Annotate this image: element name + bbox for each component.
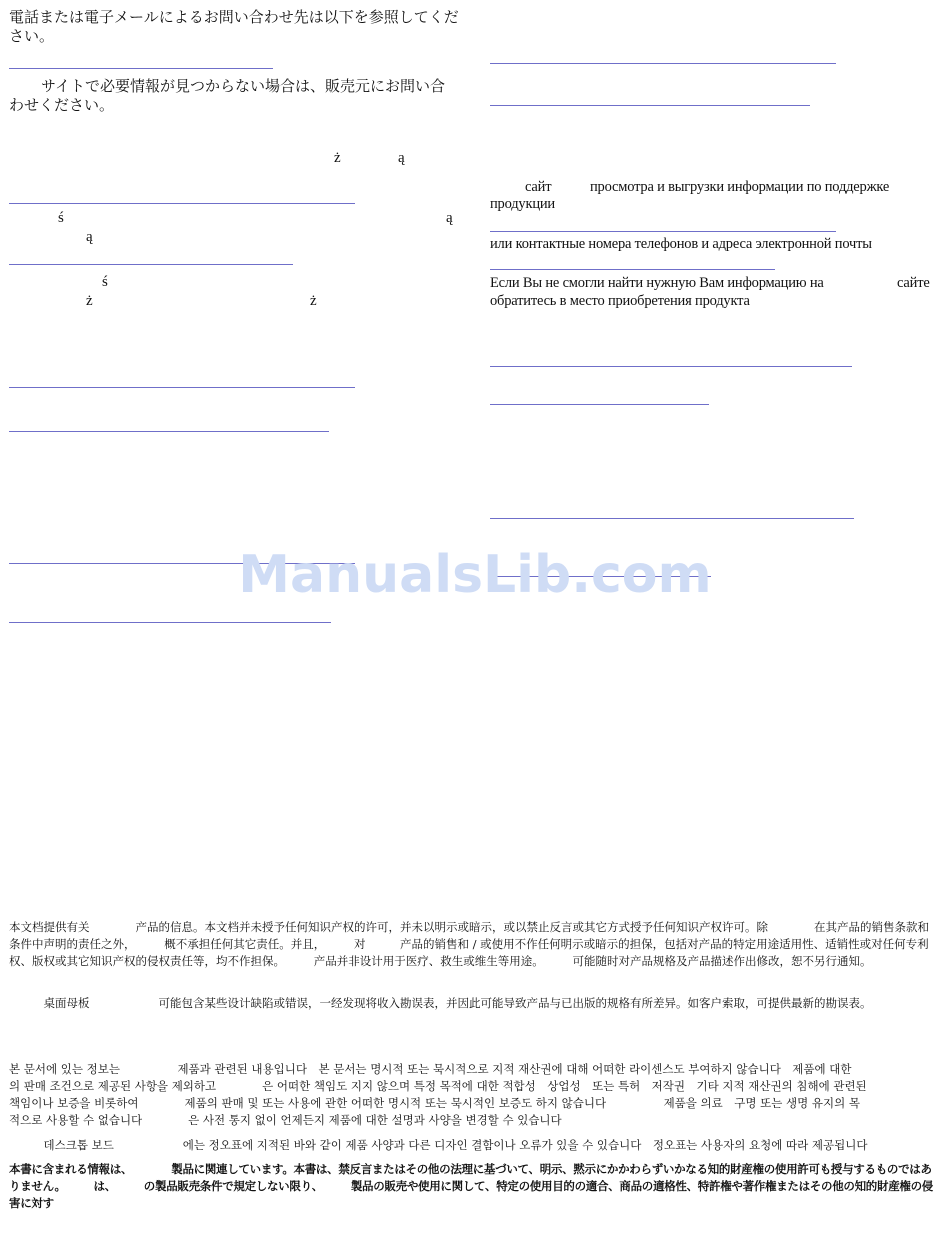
link-underline[interactable] [490, 366, 852, 367]
link-underline[interactable] [490, 105, 810, 106]
ru-site-word: сайт [525, 179, 552, 195]
ko-disclaimer-2: 데스크톱 보드 에는 정오표에 지적된 바와 같이 제품 사양과 다른 디자인 결함이나 오류가 있을 수 있습니다 정오표는 사용자의 요청에 따라 제공됩니다 [9, 1138, 868, 1152]
link-underline[interactable] [9, 431, 329, 432]
pl-glyph: ą [398, 150, 405, 166]
link-underline[interactable] [490, 63, 836, 64]
jp-disclaimer: 本書に含まれる情報は、 製品に関連しています。本書は、禁反言またはその他の法理に基づいて、明示、黙示にかかわらずいかなる知的財産権の使用許可も授与するものではありません。 は、 の製品販売条件で規定しない限り、 製品の販売や使用に関して、特定の使用目的の適合、商品の適格性、特許権や著作権またはその他の知的財産権の侵害に対す [9, 1162, 934, 1210]
pl-glyph: ą [86, 229, 93, 245]
pl-glyph: ś [58, 210, 64, 226]
link-underline[interactable] [9, 68, 273, 69]
ru-site-description: просмотра и выгрузки информации по поддержке продукции [490, 179, 890, 212]
ru-contact-vendor-text: обратитесь в место приобретения продукта [490, 293, 750, 309]
pl-glyph: ż [334, 150, 341, 166]
link-underline[interactable] [490, 404, 709, 405]
jp-contact-text: 電話または電子メールによるお問い合わせ先は以下を参照してください。 [9, 10, 459, 45]
link-underline[interactable] [490, 576, 711, 577]
link-underline[interactable] [9, 622, 331, 623]
zh-disclaimer-2: 桌面母板 可能包含某些设计缺陷或错误，一经发现将收入勘误表，并因此可能导致产品与已出版的规格有所差异。如客户索取，可提供最新的勘误表。 [9, 996, 872, 1010]
pl-glyph: ś [102, 274, 108, 290]
link-underline[interactable] [9, 563, 355, 564]
pl-glyph: ą [446, 210, 453, 226]
link-underline[interactable] [490, 231, 836, 232]
manualslib-watermark: ManualsLib.com [238, 545, 712, 605]
link-underline[interactable] [9, 264, 293, 265]
link-underline[interactable] [490, 518, 854, 519]
ru-contacts-text: или контактные номера телефонов и адреса электронной почты [490, 236, 872, 252]
jp-not-found-text: サイトで必要情報が見つからない場合は、販売元にお問い合わせください。 [9, 79, 445, 114]
ru-site-word: сайте [897, 275, 930, 291]
pl-glyph: ż [86, 293, 93, 309]
link-underline[interactable] [490, 269, 775, 270]
ru-not-found-text: Если Вы не смогли найти нужную Вам информацию на [490, 275, 824, 291]
ko-disclaimer-1: 본 문서에 있는 정보는 제품과 관련된 내용입니다 본 문서는 명시적 또는 묵시적으로 지적 재산권에 대해 어떠한 라이센스도 부여하지 않습니다 제품에 대한 의 판매 조건으로 제공된 사항을 제외하고 은 어떠한 책임도 지지 않으며 특정 목적에 대한 적합성 상업성 또는 특허 저작권 기타 지적 재산권의 침해에 관련된 책임이나 보증을 비롯하여 제품의 판매 및 또는 사용에 관한 어떠한 명시적 또는 묵시적인 보증도 하지 않습니다 제품을 의료 구명 또는 생명 유지의 목적으로 사용할 수 없습니다 은 사전 통지 없이 언제든지 제품에 대한 설명과 사양을 변경할 수 있습니다 [9, 1062, 887, 1127]
pl-glyph: ż [310, 293, 317, 309]
zh-disclaimer-1: 本文档提供有关 产品的信息。本文档并未授予任何知识产权的许可，并未以明示或暗示，或以禁止反言或其它方式授予任何知识产权许可。除 在其产品的销售条款和条件中声明的责任之外， 概不承担任何其它责任。并且， 对 产品的销售和 / 或使用不作任何明示或暗示的担保，包括对产品的特定用途适用性、适销性或对任何专利权、版权或其它知识产权的侵权责任等，均不作担保。 产品并非设计用于医疗、救生或维生等用途。 可能随时对产品规格及产品描述作出修改，恕不另行通知。 [9, 920, 929, 968]
link-underline[interactable] [9, 203, 355, 204]
link-underline[interactable] [9, 387, 355, 388]
